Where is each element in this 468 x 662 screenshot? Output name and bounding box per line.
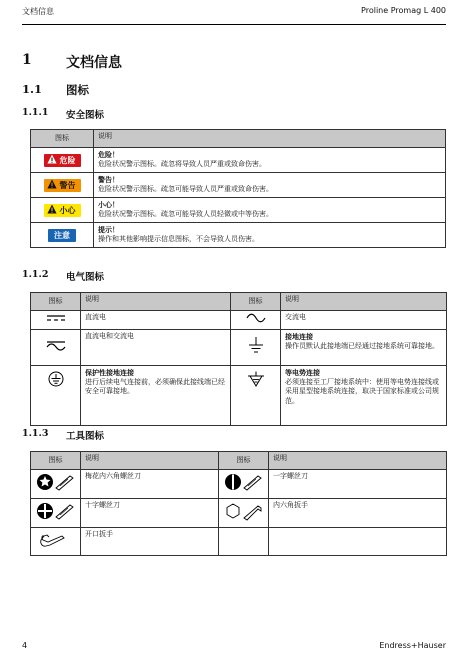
notice-sign: 注意 bbox=[48, 229, 76, 242]
section-title: 图标 bbox=[66, 83, 89, 97]
caution-title: 小心！ bbox=[98, 200, 119, 209]
warning-sign bbox=[44, 179, 81, 192]
allen-key-icon bbox=[224, 501, 264, 521]
warning-triangle-icon bbox=[47, 154, 57, 164]
electrical-symbols-table bbox=[30, 292, 447, 426]
table-row bbox=[31, 173, 446, 198]
col-header-description: 说明 bbox=[94, 130, 446, 148]
page-number: 4 bbox=[22, 641, 28, 650]
table-row bbox=[31, 470, 447, 499]
equipotential-desc: 必须连接至工厂接地系统中：使用等电势连接线或采用星型接地系统连接，取决于国家标准或公司规范。 bbox=[285, 377, 439, 406]
header-rule bbox=[22, 24, 446, 25]
danger-label: 危险 bbox=[59, 155, 76, 165]
col-header-description: 说明 bbox=[81, 293, 231, 311]
caution-label: 小心 bbox=[59, 205, 76, 215]
ground-icon bbox=[248, 336, 264, 354]
dc-icon bbox=[46, 313, 66, 323]
torx-screwdriver-desc: 梅花内六角螺丝刀 bbox=[85, 472, 141, 480]
col-header-symbol: 图标 bbox=[31, 293, 81, 311]
notice-title: 提示！ bbox=[98, 225, 119, 234]
col-header-description: 说明 bbox=[269, 452, 447, 470]
open-end-wrench-icon bbox=[36, 530, 76, 550]
phillips-screwdriver-icon bbox=[36, 501, 76, 521]
chapter-number: 1 bbox=[22, 52, 32, 68]
subsection-heading-safety bbox=[22, 107, 105, 121]
warning-label: 警告 bbox=[59, 180, 76, 190]
equipotential-icon bbox=[247, 371, 265, 387]
table-row bbox=[31, 527, 447, 556]
header-product: Proline Promag L 400 bbox=[361, 6, 446, 15]
caution-sign bbox=[44, 204, 81, 217]
dc-desc: 直流电 bbox=[85, 313, 106, 321]
col-header-description: 说明 bbox=[81, 452, 219, 470]
ground-title: 接地连接 bbox=[285, 331, 313, 341]
danger-title: 危险！ bbox=[98, 150, 119, 159]
ac-icon bbox=[246, 313, 266, 323]
ac-dc-icon bbox=[46, 339, 66, 351]
flat-screwdriver-desc: 一字螺丝刀 bbox=[273, 472, 308, 480]
table-row bbox=[31, 148, 446, 173]
table-row bbox=[31, 223, 446, 248]
col-header-symbol: 图标 bbox=[31, 452, 81, 470]
col-header-symbol: 图标 bbox=[231, 293, 281, 311]
subsection-number: 1.1.1 bbox=[22, 107, 49, 118]
torx-screwdriver-icon bbox=[36, 472, 76, 492]
notice-desc: 操作和其他影响提示信息图标，不会导致人员伤害。 bbox=[98, 234, 259, 243]
danger-desc: 危险状况警示图标。疏忽将导致人员严重或致命伤害。 bbox=[98, 159, 266, 168]
table-row bbox=[31, 329, 447, 365]
subsection-heading-tools bbox=[22, 428, 105, 442]
table-row bbox=[31, 365, 447, 425]
tool-symbols-table bbox=[30, 451, 447, 556]
phillips-screwdriver-desc: 十字螺丝刀 bbox=[85, 500, 120, 509]
subsection-number: 1.1.2 bbox=[22, 269, 49, 280]
safety-symbols-table bbox=[30, 129, 446, 248]
danger-sign bbox=[44, 154, 81, 167]
warning-desc: 危险状况警示图标。疏忽可能导致人员严重或致命伤害。 bbox=[98, 184, 273, 193]
warning-title: 警告！ bbox=[98, 175, 119, 184]
flat-screwdriver-icon bbox=[224, 472, 264, 492]
chapter-heading bbox=[22, 52, 122, 71]
ground-desc: 操作员默认此接地端已经通过接地系统可靠接地。 bbox=[285, 341, 439, 350]
equipotential-title: 等电势连接 bbox=[285, 367, 320, 377]
open-end-wrench-desc: 开口扳手 bbox=[85, 529, 113, 538]
caution-desc: 危险状况警示图标。疏忽可能导致人员轻微或中等伤害。 bbox=[98, 209, 273, 218]
ac-desc: 交流电 bbox=[285, 313, 306, 321]
section-heading bbox=[22, 82, 89, 97]
protective-ground-desc: 进行后续电气连接前，必须确保此接线端已经安全可靠接地。 bbox=[85, 377, 225, 396]
subsection-heading-electrical bbox=[22, 269, 105, 283]
subsection-title: 工具图标 bbox=[66, 431, 105, 442]
subsection-title: 安全图标 bbox=[66, 110, 105, 121]
brand-name: Endress+Hauser bbox=[379, 641, 446, 650]
protective-ground-icon bbox=[48, 371, 64, 387]
section-number: 1.1 bbox=[22, 82, 43, 96]
col-header-symbol: 图标 bbox=[31, 130, 94, 148]
table-row bbox=[31, 311, 447, 330]
table-row bbox=[31, 198, 446, 223]
allen-key-desc: 内六角扳手 bbox=[273, 500, 308, 509]
warning-triangle-icon bbox=[47, 179, 57, 189]
page-header bbox=[22, 6, 446, 20]
col-header-symbol: 图标 bbox=[219, 452, 269, 470]
table-row bbox=[31, 498, 447, 527]
warning-triangle-icon bbox=[47, 204, 57, 214]
col-header-description: 说明 bbox=[281, 293, 447, 311]
ac-dc-desc: 直流电和交流电 bbox=[85, 331, 134, 340]
header-section: 文档信息 bbox=[22, 7, 54, 16]
chapter-title: 文档信息 bbox=[66, 55, 122, 71]
subsection-title: 电气图标 bbox=[66, 272, 105, 283]
protective-ground-title: 保护性接地连接 bbox=[85, 367, 134, 377]
subsection-number: 1.1.3 bbox=[22, 428, 49, 439]
